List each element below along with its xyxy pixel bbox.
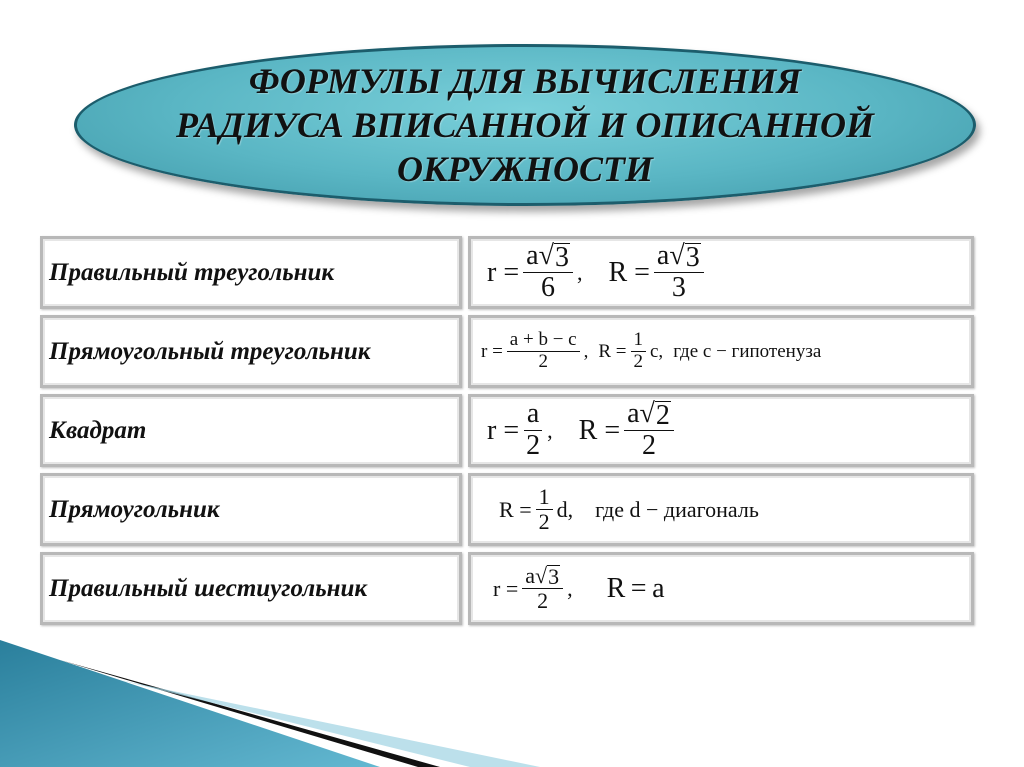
- formula-lhs: R: [598, 340, 612, 362]
- fraction: [522, 564, 563, 613]
- stripe-teal: [0, 640, 380, 767]
- formula-rhs: a: [652, 572, 665, 604]
- formula-note: где c − гипотенуза: [673, 340, 822, 362]
- fraction-numerator: a + b − c: [507, 330, 580, 352]
- fraction: [523, 399, 543, 462]
- title-ellipse: [74, 44, 976, 206]
- formula-cell: [468, 552, 974, 625]
- fraction: [624, 399, 674, 462]
- formula-lhs: R: [606, 572, 626, 604]
- fraction-denominator: 6: [541, 272, 556, 303]
- formula: [481, 330, 821, 373]
- formula-table: [40, 236, 974, 631]
- table-row: [40, 473, 974, 546]
- fraction-numerator: a: [524, 399, 542, 431]
- fraction: [523, 241, 573, 304]
- fraction-denominator: 2: [633, 351, 643, 372]
- formula-separator: ,: [583, 340, 589, 362]
- formula-cell: [468, 473, 974, 546]
- formula-lhs: r: [493, 575, 501, 601]
- fraction-denominator: 2: [538, 351, 548, 372]
- formula-separator: ,: [567, 575, 573, 601]
- fraction-numerator: a √ 3: [522, 564, 563, 589]
- shape-name: Прямоугольный треугольник: [49, 337, 371, 365]
- shape-name: Правильный треугольник: [49, 258, 335, 286]
- fraction: [536, 485, 553, 534]
- fraction-denominator: 2: [537, 588, 549, 613]
- fraction-numerator: 1: [631, 330, 647, 352]
- formula-cell: [468, 315, 974, 388]
- shape-name: Квадрат: [49, 416, 147, 444]
- formula-separator: ,: [547, 417, 553, 443]
- formula-note: где d − диагональ: [595, 496, 759, 522]
- table-row: [40, 236, 974, 309]
- formula-lhs: R: [608, 256, 628, 288]
- formula-equals: =: [503, 414, 520, 446]
- fraction-denominator: 3: [671, 272, 686, 303]
- formula-lhs: R: [499, 496, 514, 522]
- formula-cell: [468, 236, 974, 309]
- shape-name-cell: [40, 394, 462, 467]
- shape-name: Правильный шестиугольник: [49, 574, 368, 602]
- fraction-denominator: 2: [538, 509, 550, 534]
- shape-name-cell: [40, 236, 462, 309]
- formula-variable: c,: [650, 340, 664, 362]
- formula: [493, 564, 665, 613]
- formula-variable: d,: [556, 496, 574, 522]
- formula-separator: ,: [576, 259, 583, 285]
- title-line-3: ОКРУЖНОСТИ: [397, 149, 653, 189]
- formula: [487, 399, 678, 462]
- formula-equals: =: [519, 496, 532, 522]
- fraction: [654, 241, 704, 304]
- fraction-numerator: a √ 2: [624, 399, 674, 431]
- fraction-numerator: a √ 3: [654, 241, 704, 273]
- formula-equals: =: [505, 575, 519, 601]
- table-row: [40, 394, 974, 467]
- title-line-2: РАДИУСА ВПИСАННОЙ И ОПИСАННОЙ: [176, 105, 874, 145]
- table-row: [40, 552, 974, 625]
- formula: [487, 241, 708, 304]
- formula: [499, 485, 759, 534]
- formula-equals: =: [503, 256, 520, 288]
- title-line-1: ФОРМУЛЫ ДЛЯ ВЫЧИСЛЕНИЯ: [248, 61, 802, 101]
- shape-name-cell: [40, 552, 462, 625]
- formula-equals: =: [492, 340, 503, 362]
- formula-equals: =: [630, 572, 647, 604]
- decorative-stripes: [0, 640, 540, 767]
- fraction-denominator: 2: [526, 430, 541, 461]
- formula-cell: [468, 394, 974, 467]
- formula-equals: =: [615, 340, 627, 362]
- formula-lhs: R: [578, 414, 598, 446]
- formula-lhs: r: [481, 340, 488, 362]
- fraction-numerator: a √ 3: [523, 241, 573, 273]
- shape-name: Прямоугольник: [49, 495, 220, 523]
- shape-name-cell: [40, 315, 462, 388]
- shape-name-cell: [40, 473, 462, 546]
- table-row: [40, 315, 974, 388]
- formula-equals: =: [634, 256, 650, 288]
- formula-lhs: r: [487, 256, 497, 288]
- fraction: [507, 330, 580, 373]
- formula-lhs: r: [487, 414, 497, 446]
- fraction-denominator: 2: [642, 430, 657, 461]
- formula-equals: =: [604, 414, 621, 446]
- fraction: [631, 330, 647, 373]
- fraction-numerator: 1: [536, 485, 553, 510]
